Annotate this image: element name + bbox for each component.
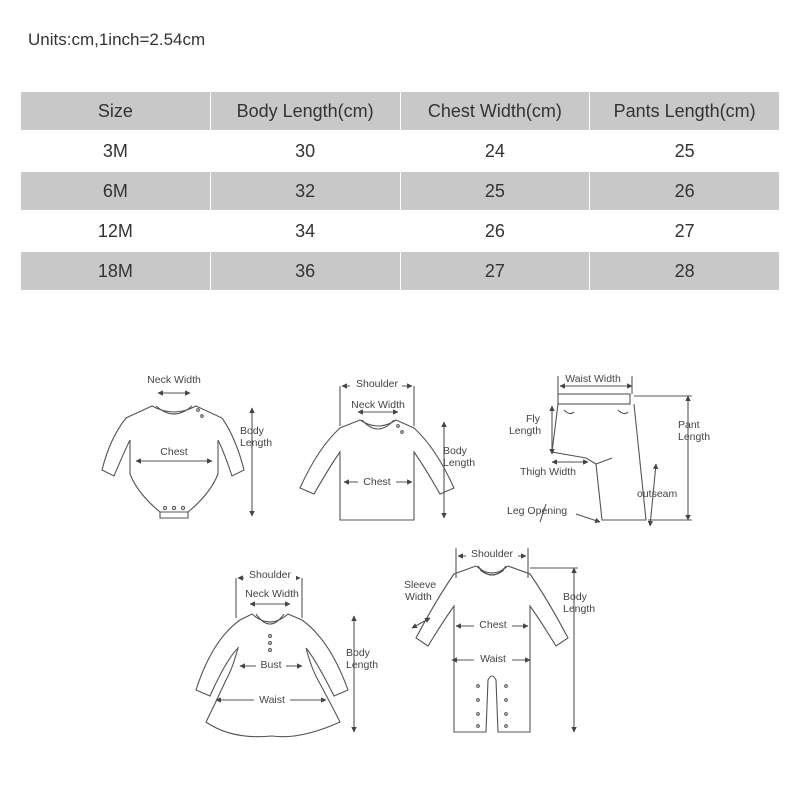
cell-body-length: 36 <box>210 251 400 291</box>
romper-waist-label: Waist <box>480 653 506 665</box>
cell-body-length: 30 <box>210 131 400 171</box>
bodysuit-chest-label: Chest <box>160 446 188 458</box>
dress-bust-label: Bust <box>260 659 282 671</box>
shirt-chest-label: Chest <box>363 476 391 488</box>
pants-outseam-label: outseam <box>637 488 678 500</box>
pants-fly-label: Fly <box>526 413 540 425</box>
cell-size: 18M <box>21 251 211 291</box>
cell-size: 6M <box>21 171 211 211</box>
cell-size: 12M <box>21 211 211 251</box>
dress-shoulder-label: Shoulder <box>248 569 292 581</box>
romper-width-label: Width <box>405 591 432 603</box>
dress-neck-width-label: Neck Width <box>245 588 299 600</box>
cell-pants-length: 27 <box>590 211 780 251</box>
shirt-body-label: Body <box>443 445 467 457</box>
cell-chest-width: 26 <box>400 211 590 251</box>
cell-size: 3M <box>21 131 211 171</box>
header-pants-length: Pants Length(cm) <box>590 92 780 131</box>
cell-chest-width: 24 <box>400 131 590 171</box>
romper-chest-label: Chest <box>479 619 507 631</box>
pants-leg-opening-label: Leg Opening <box>507 505 568 517</box>
dress-body-label: Body <box>346 647 370 659</box>
header-size: Size <box>21 92 211 131</box>
cell-chest-width: 25 <box>400 171 590 211</box>
cell-chest-width: 27 <box>400 251 590 291</box>
cell-pants-length: 28 <box>590 251 780 291</box>
romper-diagram <box>412 548 578 732</box>
romper-length-label: Length <box>563 603 596 615</box>
shirt-neck-width-label: Neck Width <box>351 399 405 411</box>
dress-length-label: Length <box>346 659 379 671</box>
header-body-length: Body Length(cm) <box>210 92 400 131</box>
romper-sleeve-label: Sleeve <box>404 579 437 591</box>
dress-waist-label: Waist <box>259 694 285 706</box>
pants-diagram <box>540 376 692 526</box>
romper-body-label: Body <box>563 591 587 603</box>
shirt-shoulder-label: Shoulder <box>355 378 399 390</box>
bodysuit-body-label: Body <box>240 425 264 437</box>
cell-body-length: 34 <box>210 211 400 251</box>
units-note: Units:cm,1inch=2.54cm <box>28 30 206 49</box>
dress-diagram <box>196 578 354 737</box>
cell-pants-length: 26 <box>590 171 780 211</box>
pants-thigh-width-label: Thigh Width <box>519 466 577 478</box>
pants-waist-width-label: Waist Width <box>565 373 621 385</box>
pants-pant-label: Pant <box>678 419 700 431</box>
header-chest-width: Chest Width(cm) <box>400 92 590 131</box>
shirt-length-label: Length <box>443 457 476 469</box>
pants-pant-length-label: Length <box>678 431 711 443</box>
cell-body-length: 32 <box>210 171 400 211</box>
romper-shoulder-label: Shoulder <box>470 548 514 560</box>
bodysuit-length-label: Length <box>240 437 273 449</box>
pants-fly-length-label: Length <box>508 425 542 437</box>
cell-pants-length: 25 <box>590 131 780 171</box>
bodysuit-neck-width-label: Neck Width <box>147 374 201 386</box>
